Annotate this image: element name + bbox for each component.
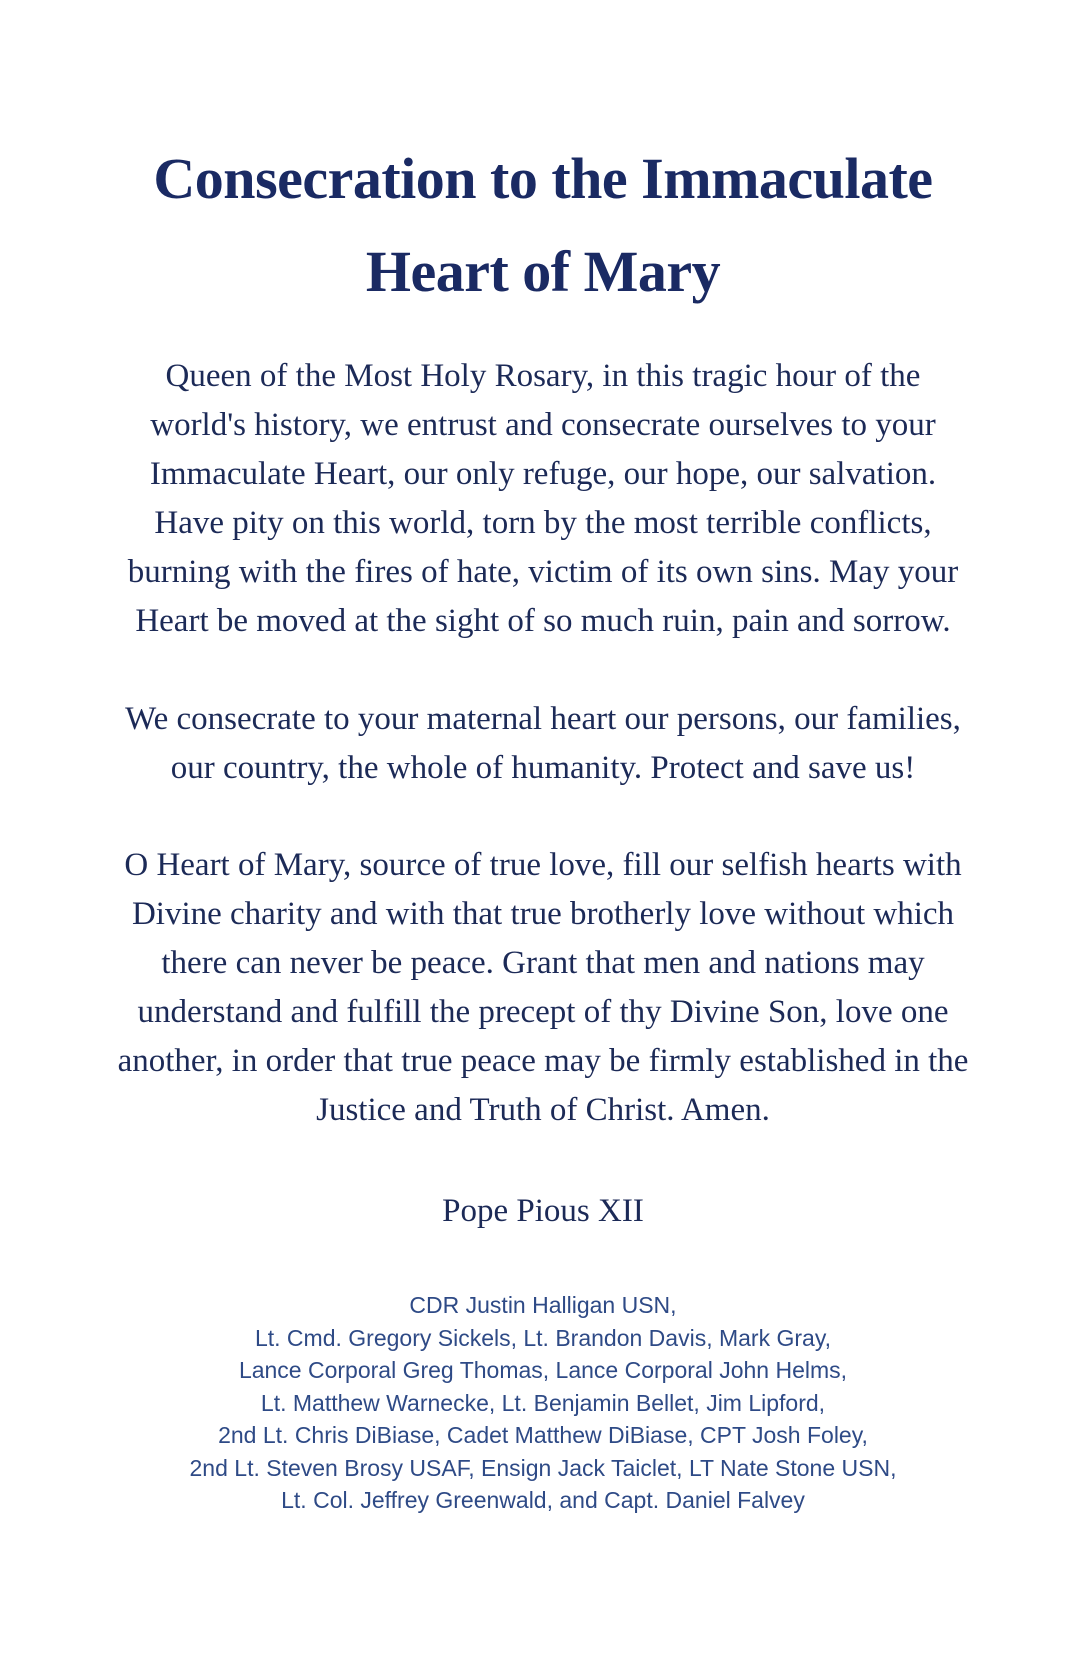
dedication-list [0, 1289, 1086, 1517]
prayer-line: Queen of the Most Holy Rosary, in this tragic hour of the [165, 358, 921, 394]
title-line-1: Consecration to the Immaculate [153, 146, 933, 211]
prayer-line: O Heart of Mary, source of true love, fill our selfish hearts with [124, 847, 962, 883]
dedication-line: Lt. Matthew Warnecke, Lt. Benjamin Bellet, Jim Lipford, [260, 1389, 826, 1416]
dedication-line: CDR Justin Halligan USN, [409, 1292, 677, 1318]
prayer-line: Have pity on this world, torn by the most terrible conflicts, [154, 505, 932, 541]
dedication-line: Lt. Col. Jeffrey Greenwald, and Capt. Daniel Falvey [281, 1487, 805, 1513]
title-line-2: Heart of Mary [365, 239, 721, 304]
prayer-line: Divine charity and with that true brotherly love without which [131, 896, 955, 932]
prayer-paragraph-1 [0, 352, 1086, 646]
prayer-line: there can never be peace. Grant that men and nations may [161, 945, 925, 981]
prayer-line: Justice and Truth of Christ. Amen. [316, 1092, 770, 1128]
prayer-attribution: Pope Pious XII [442, 1193, 644, 1229]
dedication-line: Lt. Cmd. Gregory Sickels, Lt. Brandon Davis, Mark Gray, [254, 1324, 832, 1351]
prayer-line: Heart be moved at the sight of so much ruin, pain and sorrow. [135, 603, 951, 639]
prayer-line: understand and fulfill the precept of thy Divine Son, love one [137, 994, 949, 1030]
prayer-line: world's history, we entrust and consecrate ourselves to your [150, 407, 936, 443]
prayer-line: burning with the fires of hate, victim of its own sins. May your [127, 554, 959, 590]
prayer-line: our country, the whole of humanity. Protect and save us! [170, 750, 916, 786]
prayer-line: We consecrate to your maternal heart our persons, our families, [125, 701, 961, 737]
dedication-line: 2nd Lt. Steven Brosy USAF, Ensign Jack Taiclet, LT Nate Stone USN, [189, 1454, 897, 1481]
dedication-line: Lance Corporal Greg Thomas, Lance Corporal John Helms, [238, 1357, 848, 1383]
prayer-paragraph-3 [0, 841, 1086, 1135]
prayer-paragraph-2 [0, 695, 1086, 793]
dedication-line: 2nd Lt. Chris DiBiase, Cadet Matthew DiBiase, CPT Josh Foley, [218, 1422, 868, 1448]
prayer-line: Immaculate Heart, our only refuge, our hope, our salvation. [149, 456, 937, 492]
prayer-line: another, in order that true peace may be firmly established in the [117, 1043, 969, 1079]
